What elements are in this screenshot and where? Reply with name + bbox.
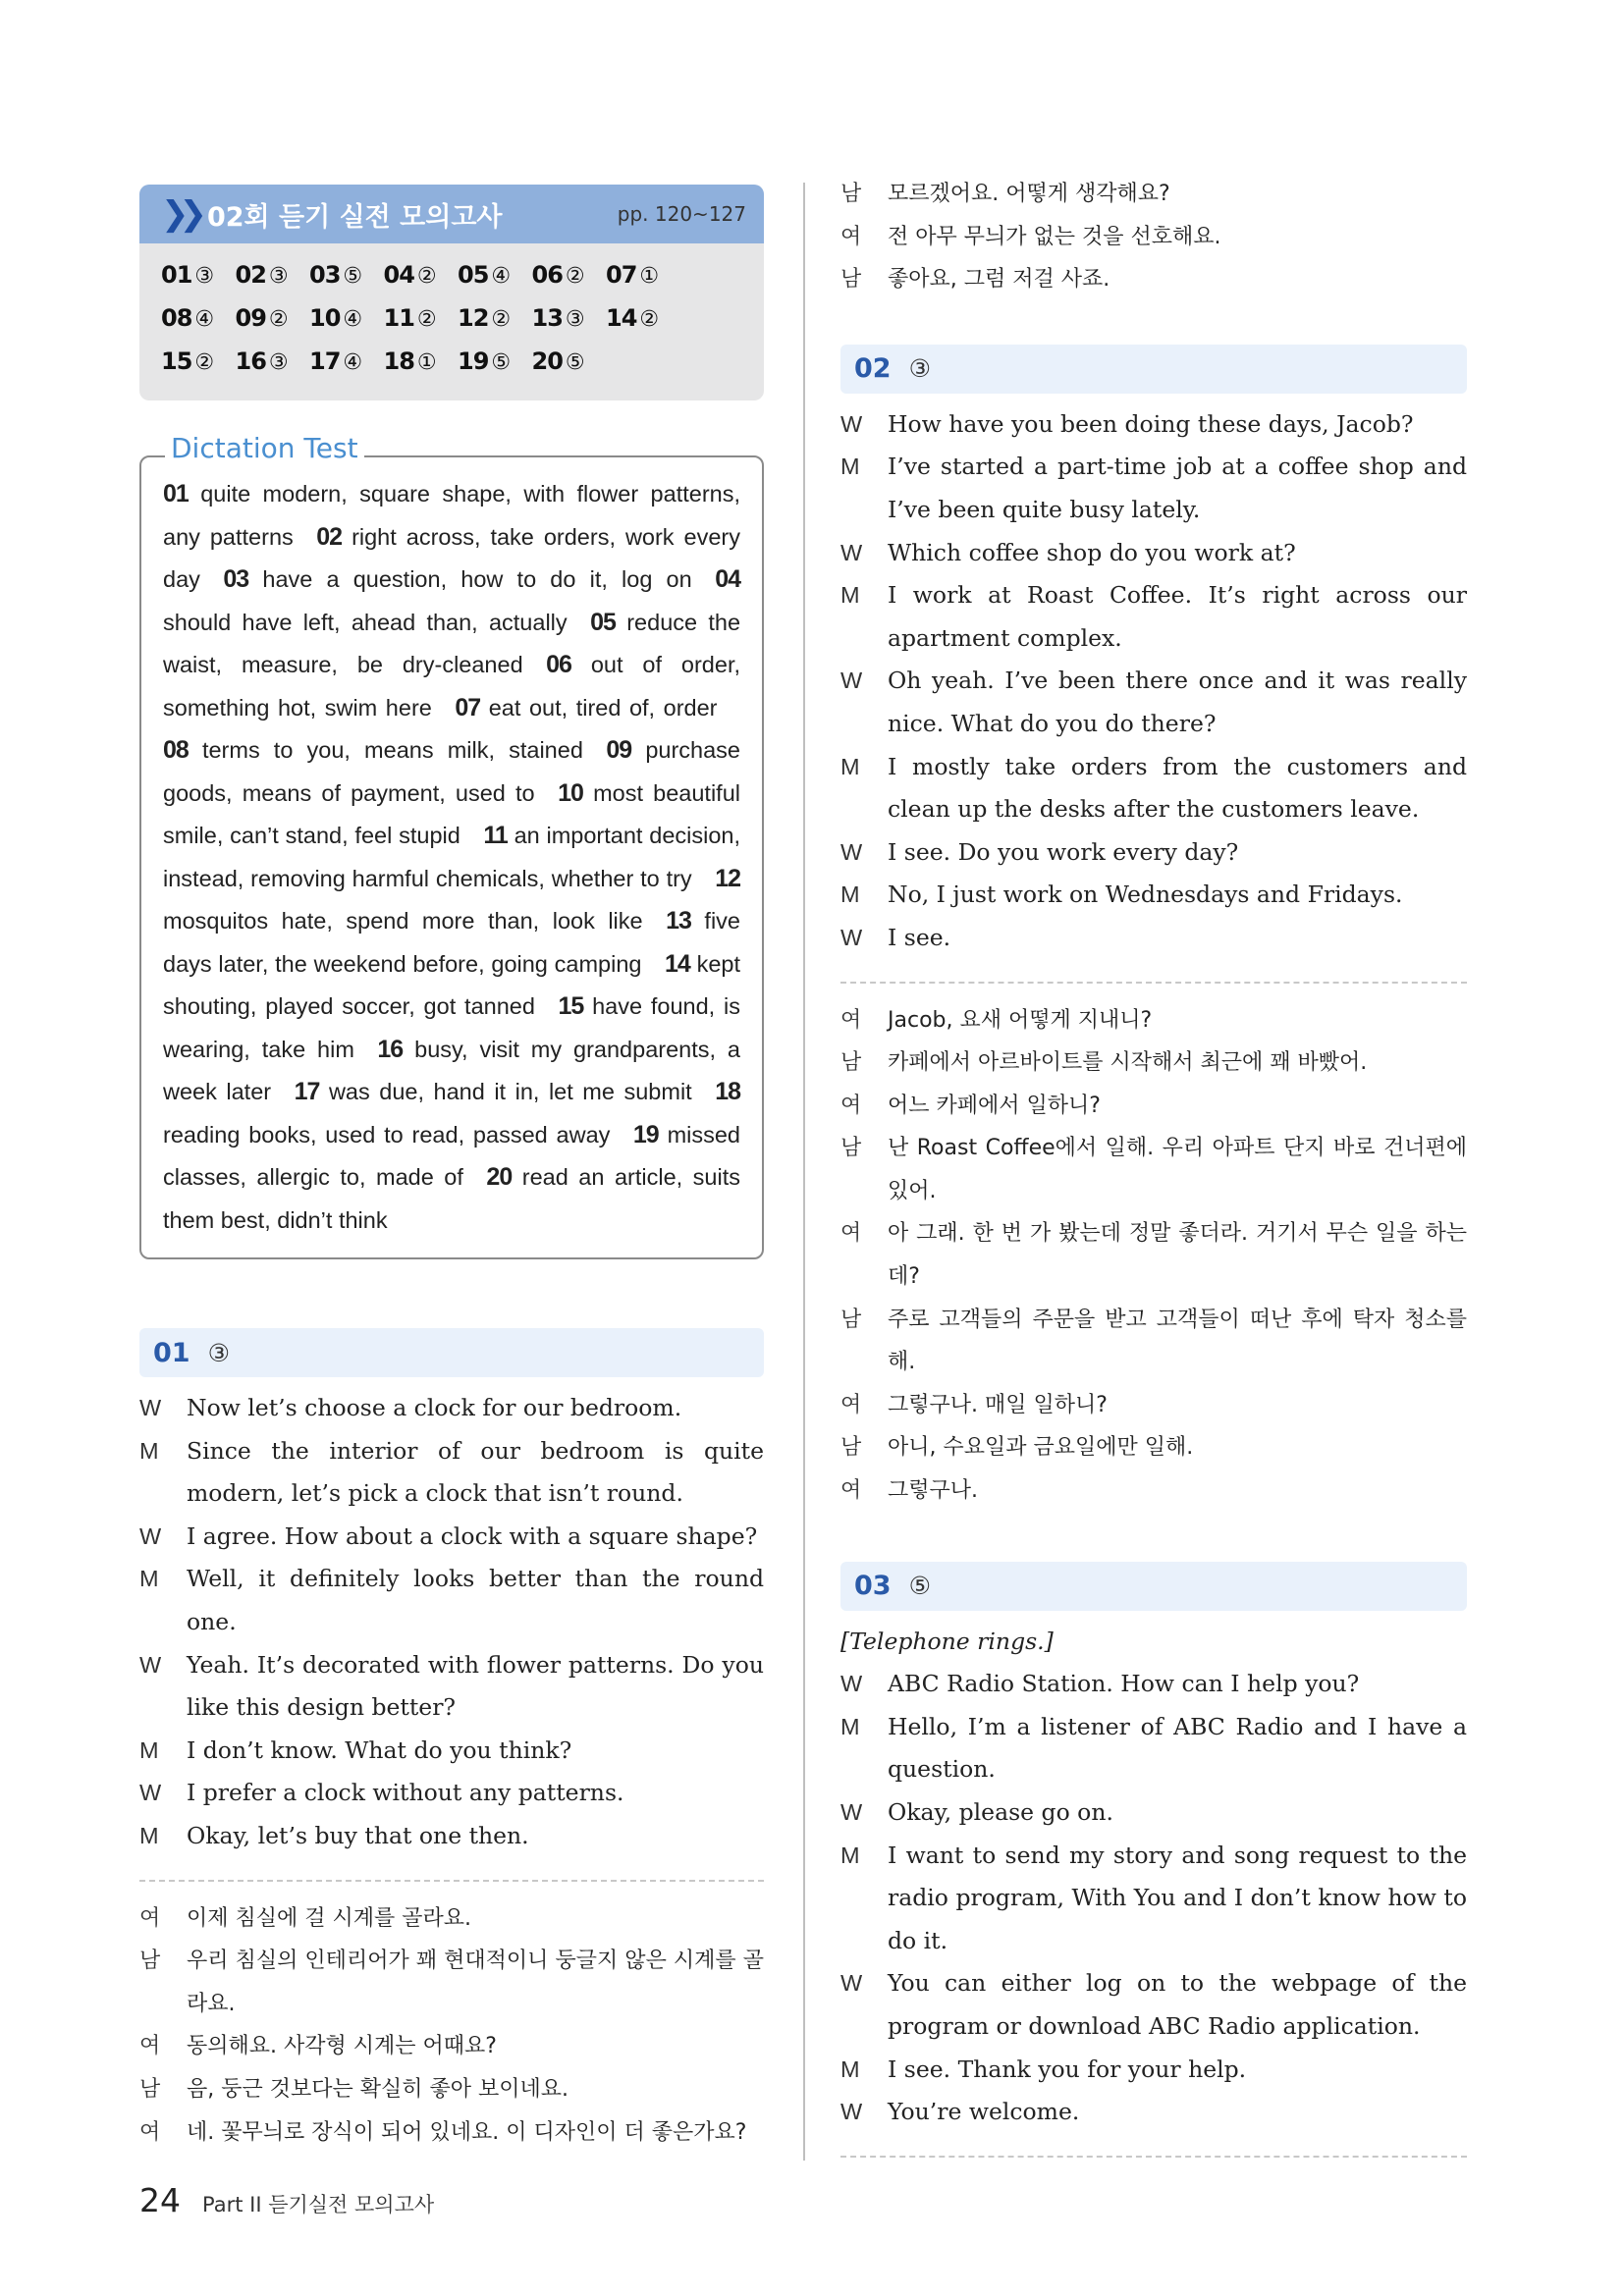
answer-key-pages: pp. 120~127 [617,202,746,226]
dialogue-text: No, I just work on Wednesdays and Fridays. [888,881,1403,909]
dictation-number: 15 [558,992,584,1020]
q01-header [139,1328,764,1377]
answer-choice: ⑤ [491,350,512,375]
q01-english-script [139,1387,764,1858]
answer-number: 05 [458,261,489,289]
dialogue-line [840,1212,1467,1298]
dictation-body [163,473,740,1242]
dialogue-text: You’re welcome. [888,2098,1080,2126]
dialogue-line [840,1384,1467,1427]
dialogue-text: 어느 카페에서 일하니? [888,1093,1101,1118]
speaker-label: 남 [139,1949,161,1974]
speaker-label: M [840,454,860,480]
dialogue-text: I work at Roast Coffee. It’s right across our apartment complex. [888,581,1467,652]
answer-number: 09 [235,304,266,332]
speaker-label: W [840,1799,863,1825]
dialogue-text: Now let’s choose a clock for our bedroom. [187,1394,682,1421]
dialogue-text: 난 Roast Coffee에서 일해. 우리 아파트 단지 바로 건너편에 있어. [888,1136,1467,1203]
speaker-label: W [840,539,863,565]
answer-choice: ⑤ [343,264,363,289]
speaker-label: 남 [840,1050,862,1076]
dictation-item [163,737,583,763]
answer-choice: ② [416,264,437,289]
dialogue-text: I agree. How about a clock with a square shape? [187,1522,758,1550]
dialogue-text: You can either log on to the webpage of the program or download ABC Radio application. [888,1969,1467,2040]
dictation-number: 06 [546,651,571,678]
answer-item [161,340,236,383]
dialogue-text: I don’t know. What do you think? [187,1735,572,1764]
dialogue-text: 카페에서 아르바이트를 시작해서 최근에 꽤 바빴어. [888,1050,1368,1076]
answer-item [384,340,459,383]
q02-english-script [840,403,1467,960]
speaker-label: 여 [139,2119,161,2145]
answer-item [458,296,532,340]
dialogue-text: I’ve started a part-time job at a coffee shop and I’ve been quite busy lately. [888,453,1467,523]
answer-choice: ② [639,307,660,332]
dialogue-line [139,1772,764,1815]
dictation-number: 20 [486,1163,513,1191]
dialogue-line [139,1897,764,1941]
dictation-text: mosquitos hate, spend more than, look like [163,908,643,934]
answer-key-title: 02회 듣기 실전 모의고사 [206,201,503,233]
speaker-label: 여 [840,1392,862,1417]
answer-number: 13 [531,304,563,332]
answer-item [606,253,680,296]
dialogue-line [139,2111,764,2155]
double-chevron-icon: ❯❯ [161,194,197,234]
dialogue-line [840,532,1467,575]
dictation-item [455,695,717,721]
speaker-label: 여 [840,1007,862,1033]
dialogue-line [139,1730,764,1773]
q02-answer: ③ [908,354,931,384]
dictation-number: 19 [632,1120,659,1148]
dictation-number: 12 [715,864,740,892]
speaker-label: M [840,1713,860,1739]
dashed-divider [840,982,1467,984]
dictation-number: 02 [316,522,343,551]
q02-header [840,345,1467,394]
dictation-text: five days later, the weekend before, going camping [163,908,740,977]
dictation-text: purchase goods, means of payment, used to [163,737,741,806]
dialogue-line [840,1426,1467,1469]
answer-number: 19 [458,347,489,375]
dictation-text: kept shouting, played soccer, got tanned [163,950,740,1019]
speaker-label: 여 [840,1093,862,1118]
dictation-text: reduce the waist, measure, be dry-cleaned [163,609,741,677]
speaker-label: W [139,1522,162,1549]
dialogue-line [840,831,1467,875]
answer-item [384,253,459,296]
speaker-label: 남 [840,1435,862,1461]
answer-grid [139,243,764,400]
dialogue-line [139,2025,764,2068]
speaker-label: M [840,582,860,609]
dialogue-text: Oh yeah. I’ve been there once and it was really nice. What do you do there? [888,667,1467,737]
dialogue-line [139,1940,764,2025]
dialogue-text: I see. [888,923,951,951]
dictation-number: 11 [483,822,508,849]
dialogue-text: ABC Radio Station. How can I help you? [888,1670,1360,1698]
answer-item [236,253,310,296]
dictation-number: 16 [377,1035,404,1063]
answer-number: 12 [458,304,489,332]
dialogue-text: 모르겠어요. 어떻게 생각해요? [888,182,1170,206]
dialogue-text: I see. Thank you for your help. [888,2055,1247,2083]
dialogue-text: Jacob, 요새 어떻게 지내니? [888,1007,1153,1033]
speaker-label: 남 [840,1136,862,1161]
answer-number: 20 [531,347,563,375]
dictation-number: 03 [223,565,249,593]
dialogue-line [840,1299,1467,1384]
dialogue-text: 그렇구나. 매일 일하니? [888,1392,1108,1417]
speaker-label: 남 [840,1307,862,1332]
column-divider [803,183,805,2161]
dialogue-line [139,1815,764,1858]
dialogue-line [840,2091,1467,2134]
speaker-label: W [139,1780,162,1806]
answer-item [458,340,532,383]
dialogue-text: 음, 둥근 것보다는 확실히 좋아 보이네요. [187,2076,568,2102]
dialogue-text: 아니, 수요일과 금요일에만 일해. [888,1435,1194,1461]
answer-choice: ⑤ [565,350,585,375]
dictation-number: 01 [163,480,189,507]
footer-label: Part II 듣기실전 모의고사 [202,2193,435,2216]
dictation-text: eat out, tired of, order [488,694,718,721]
answer-number: 01 [161,261,192,289]
answer-choice: ③ [565,307,585,332]
dialogue-line [840,403,1467,447]
dialogue-line [840,258,1467,301]
answer-item [236,340,310,383]
answer-number: 14 [606,304,637,332]
dictation-text: reading books, used to read, passed away [163,1121,611,1148]
speaker-label: W [139,1395,162,1420]
speaker-label: M [139,1437,159,1464]
dictation-number: 05 [590,608,616,636]
dialogue-line [840,216,1467,259]
dictation-number: 18 [715,1078,741,1105]
speaker-label: W [840,667,863,694]
dialogue-text: 동의해요. 사각형 시계는 어때요? [187,2034,497,2059]
dialogue-text: 주로 고객들의 주문을 받고 고객들이 떠난 후에 탁자 청소를 해. [888,1307,1467,1375]
answer-key-box [139,185,764,400]
answer-number: 06 [531,261,563,289]
dialogue-text: Which coffee shop do you work at? [888,538,1296,566]
answer-choice: ② [194,350,215,375]
answer-item [384,296,459,340]
q01-number: 01 [153,1337,190,1368]
dialogue-line [139,1430,764,1516]
dictation-text: read an article, suits them best, didn’t think [163,1164,741,1233]
dialogue-line [139,1558,764,1643]
dictation-number: 13 [666,907,691,934]
dialogue-line [840,1127,1467,1212]
dialogue-text: 전 아무 무늬가 없는 것을 선호해요. [888,224,1221,249]
answer-choice: ② [268,307,289,332]
dialogue-line [840,917,1467,960]
answer-item [532,253,607,296]
dictation-text: most beautiful smile, can’t stand, feel stupid [163,779,741,848]
answer-item [161,253,236,296]
dialogue-line [840,660,1467,745]
speaker-label: W [139,1651,162,1678]
speaker-label: 여 [840,1478,862,1504]
answer-number: 02 [235,261,266,289]
answer-item [309,253,384,296]
dialogue-line [840,446,1467,531]
dialogue-line [840,874,1467,917]
dialogue-line [840,1041,1467,1085]
dashed-divider [840,2156,1467,2158]
speaker-label: 여 [139,2034,161,2059]
dictation-number: 04 [715,565,741,593]
answer-choice: ③ [268,264,289,289]
dialogue-text: I prefer a clock without any patterns. [187,1779,624,1807]
speaker-label: M [840,1842,860,1868]
speaker-label: 여 [840,1221,862,1247]
dialogue-line [840,1835,1467,1963]
speaker-label: M [139,1566,159,1592]
dialogue-text: 이제 침실에 걸 시계를 골라요. [187,1905,471,1931]
dictation-number: 14 [664,949,690,978]
dialogue-line [840,1663,1467,1706]
q03-answer: ⑤ [908,1572,931,1601]
dictation-text: an important decision, instead, removing harmful chemicals, whether to try [163,823,741,891]
dialogue-text: Since the interior of our bedroom is quite modern, let’s pick a clock that isn’t round. [187,1436,764,1508]
dialogue-line [840,1706,1467,1791]
answer-item [458,253,532,296]
q01-korean-script-continued [840,173,1467,301]
q03-number: 03 [854,1571,892,1602]
dictation-text: right across, take orders, work every day [163,523,740,592]
answer-item [532,340,607,383]
dialogue-line [139,1387,764,1430]
answer-item [309,296,384,340]
answer-item [309,340,384,383]
dialogue-text: Well, it definitely looks better than the round one. [187,1565,764,1635]
dialogue-line [840,1469,1467,1513]
dictation-text: should have left, ahead than, actually [163,609,568,635]
dictation-number: 09 [606,736,632,764]
dialogue-text: 그렇구나. [888,1478,979,1504]
right-column [840,183,1467,2173]
dialogue-line [840,1085,1467,1128]
answer-choice: ② [416,307,437,332]
dictation-box [139,432,764,1259]
answer-number: 18 [383,347,414,375]
q01-korean-script [139,1897,764,2155]
speaker-label: M [840,881,860,908]
dialogue-line [840,2049,1467,2092]
dictation-text: out of order, something hot, swim here [163,652,741,721]
dialogue-line [139,1644,764,1730]
answer-item [161,296,236,340]
dialogue-line [840,574,1467,660]
q02-korean-script [840,999,1467,1513]
speaker-label: 남 [840,182,862,206]
dialogue-text: Hello, I’m a listener of ABC Radio and I have a question. [888,1712,1467,1784]
speaker-label: W [840,838,863,865]
answer-number: 15 [161,347,192,375]
q02-number: 02 [854,353,892,385]
dictation-text: have found, is wearing, take him [163,993,740,1062]
speaker-label: W [840,410,863,437]
answer-item [606,296,680,340]
answer-choice: ① [639,264,660,289]
dialogue-line [840,1962,1467,2048]
answer-key-header [139,185,764,243]
dialogue-line [840,173,1467,216]
speaker-label: M [139,1822,159,1848]
dialogue-line [840,746,1467,831]
dictation-number: 07 [455,693,481,721]
dialogue-text: Okay, please go on. [888,1798,1113,1826]
dialogue-line [139,2068,764,2111]
dialogue-line [840,999,1467,1042]
answer-number: 03 [309,261,341,289]
dialogue-line [840,1791,1467,1835]
speaker-label: W [840,1970,863,1997]
answer-item [236,296,310,340]
dialogue-text: I want to send my story and song request to the radio program, With You and I don’t know how to do it. [888,1841,1467,1954]
dictation-text: missed classes, allergic to, made of [163,1121,740,1190]
answer-choice: ③ [194,264,215,289]
answer-choice: ② [565,264,585,289]
dictation-text: quite modern, square shape, with flower patterns, any patterns [163,481,741,550]
dialogue-text: 아 그래. 한 번 가 봤는데 정말 좋더라. 거기서 무슨 일을 하는데? [888,1221,1467,1290]
answer-choice: ③ [268,350,289,375]
q03-english-script [840,1663,1467,2134]
speaker-label: W [840,2099,863,2125]
dictation-text: was due, hand it in, let me submit [328,1079,692,1104]
answer-item [532,296,607,340]
speaker-label: 남 [840,267,862,293]
dictation-number: 10 [558,778,583,807]
answer-number: 16 [235,347,266,375]
speaker-label: W [840,924,863,950]
dictation-number: 08 [163,736,189,764]
dialogue-text: 우리 침실의 인테리어가 꽤 현대적이니 둥글지 않은 시계를 골라요. [187,1949,764,2016]
speaker-label: M [840,753,860,779]
q03-stage-direction: [Telephone rings.] [840,1627,1054,1655]
answer-number: 11 [383,304,414,332]
dictation-item [295,1079,692,1104]
speaker-label: W [840,1671,863,1697]
dialogue-text: How have you been doing these days, Jacob? [888,409,1414,438]
answer-number: 04 [383,261,414,289]
page-number: 24 [139,2181,181,2219]
dialogue-text: 네. 꽃무늬로 장식이 되어 있네요. 이 디자인이 더 좋은가요? [187,2119,747,2145]
answer-number: 17 [309,347,341,375]
q03-header [840,1562,1467,1611]
answer-choice: ④ [194,307,215,332]
dictation-text: have a question, how to do it, log on [262,566,692,592]
answer-choice: ① [416,350,437,375]
speaker-label: M [139,1736,159,1763]
dialogue-text: 좋아요, 그럼 저걸 사죠. [888,267,1110,293]
answer-choice: ④ [343,307,363,332]
answer-number: 08 [161,304,192,332]
q01-answer: ③ [207,1338,230,1367]
dialogue-text: I see. Do you work every day? [888,837,1239,866]
dictation-item [223,566,691,592]
q03-script-wrapper [840,1621,1467,2134]
speaker-label: 남 [139,2076,161,2102]
answer-choice: ② [491,307,512,332]
page-footer [139,2181,434,2219]
answer-number: 07 [606,261,637,289]
dictation-number: 17 [294,1078,320,1105]
answer-choice: ④ [343,350,363,375]
answer-choice: ④ [491,264,512,289]
speaker-label: M [840,2056,860,2082]
speaker-label: 여 [139,1905,161,1931]
dictation-text: terms to you, means milk, stained [201,737,583,763]
dictation-text: busy, visit my grandparents, a week later [163,1036,741,1104]
dialogue-text: Yeah. It’s decorated with flower patterns. Do you like this design better? [187,1650,764,1722]
speaker-label: 여 [840,224,862,249]
dialogue-text: I mostly take orders from the customers and clean up the desks after the customers leave. [888,752,1467,824]
dialogue-text: Okay, let’s buy that one then. [187,1821,529,1849]
left-column [139,185,764,2154]
answer-number: 10 [309,304,341,332]
dictation-title: Dictation Test [165,432,364,464]
dashed-divider [139,1880,764,1882]
dialogue-line [139,1516,764,1559]
